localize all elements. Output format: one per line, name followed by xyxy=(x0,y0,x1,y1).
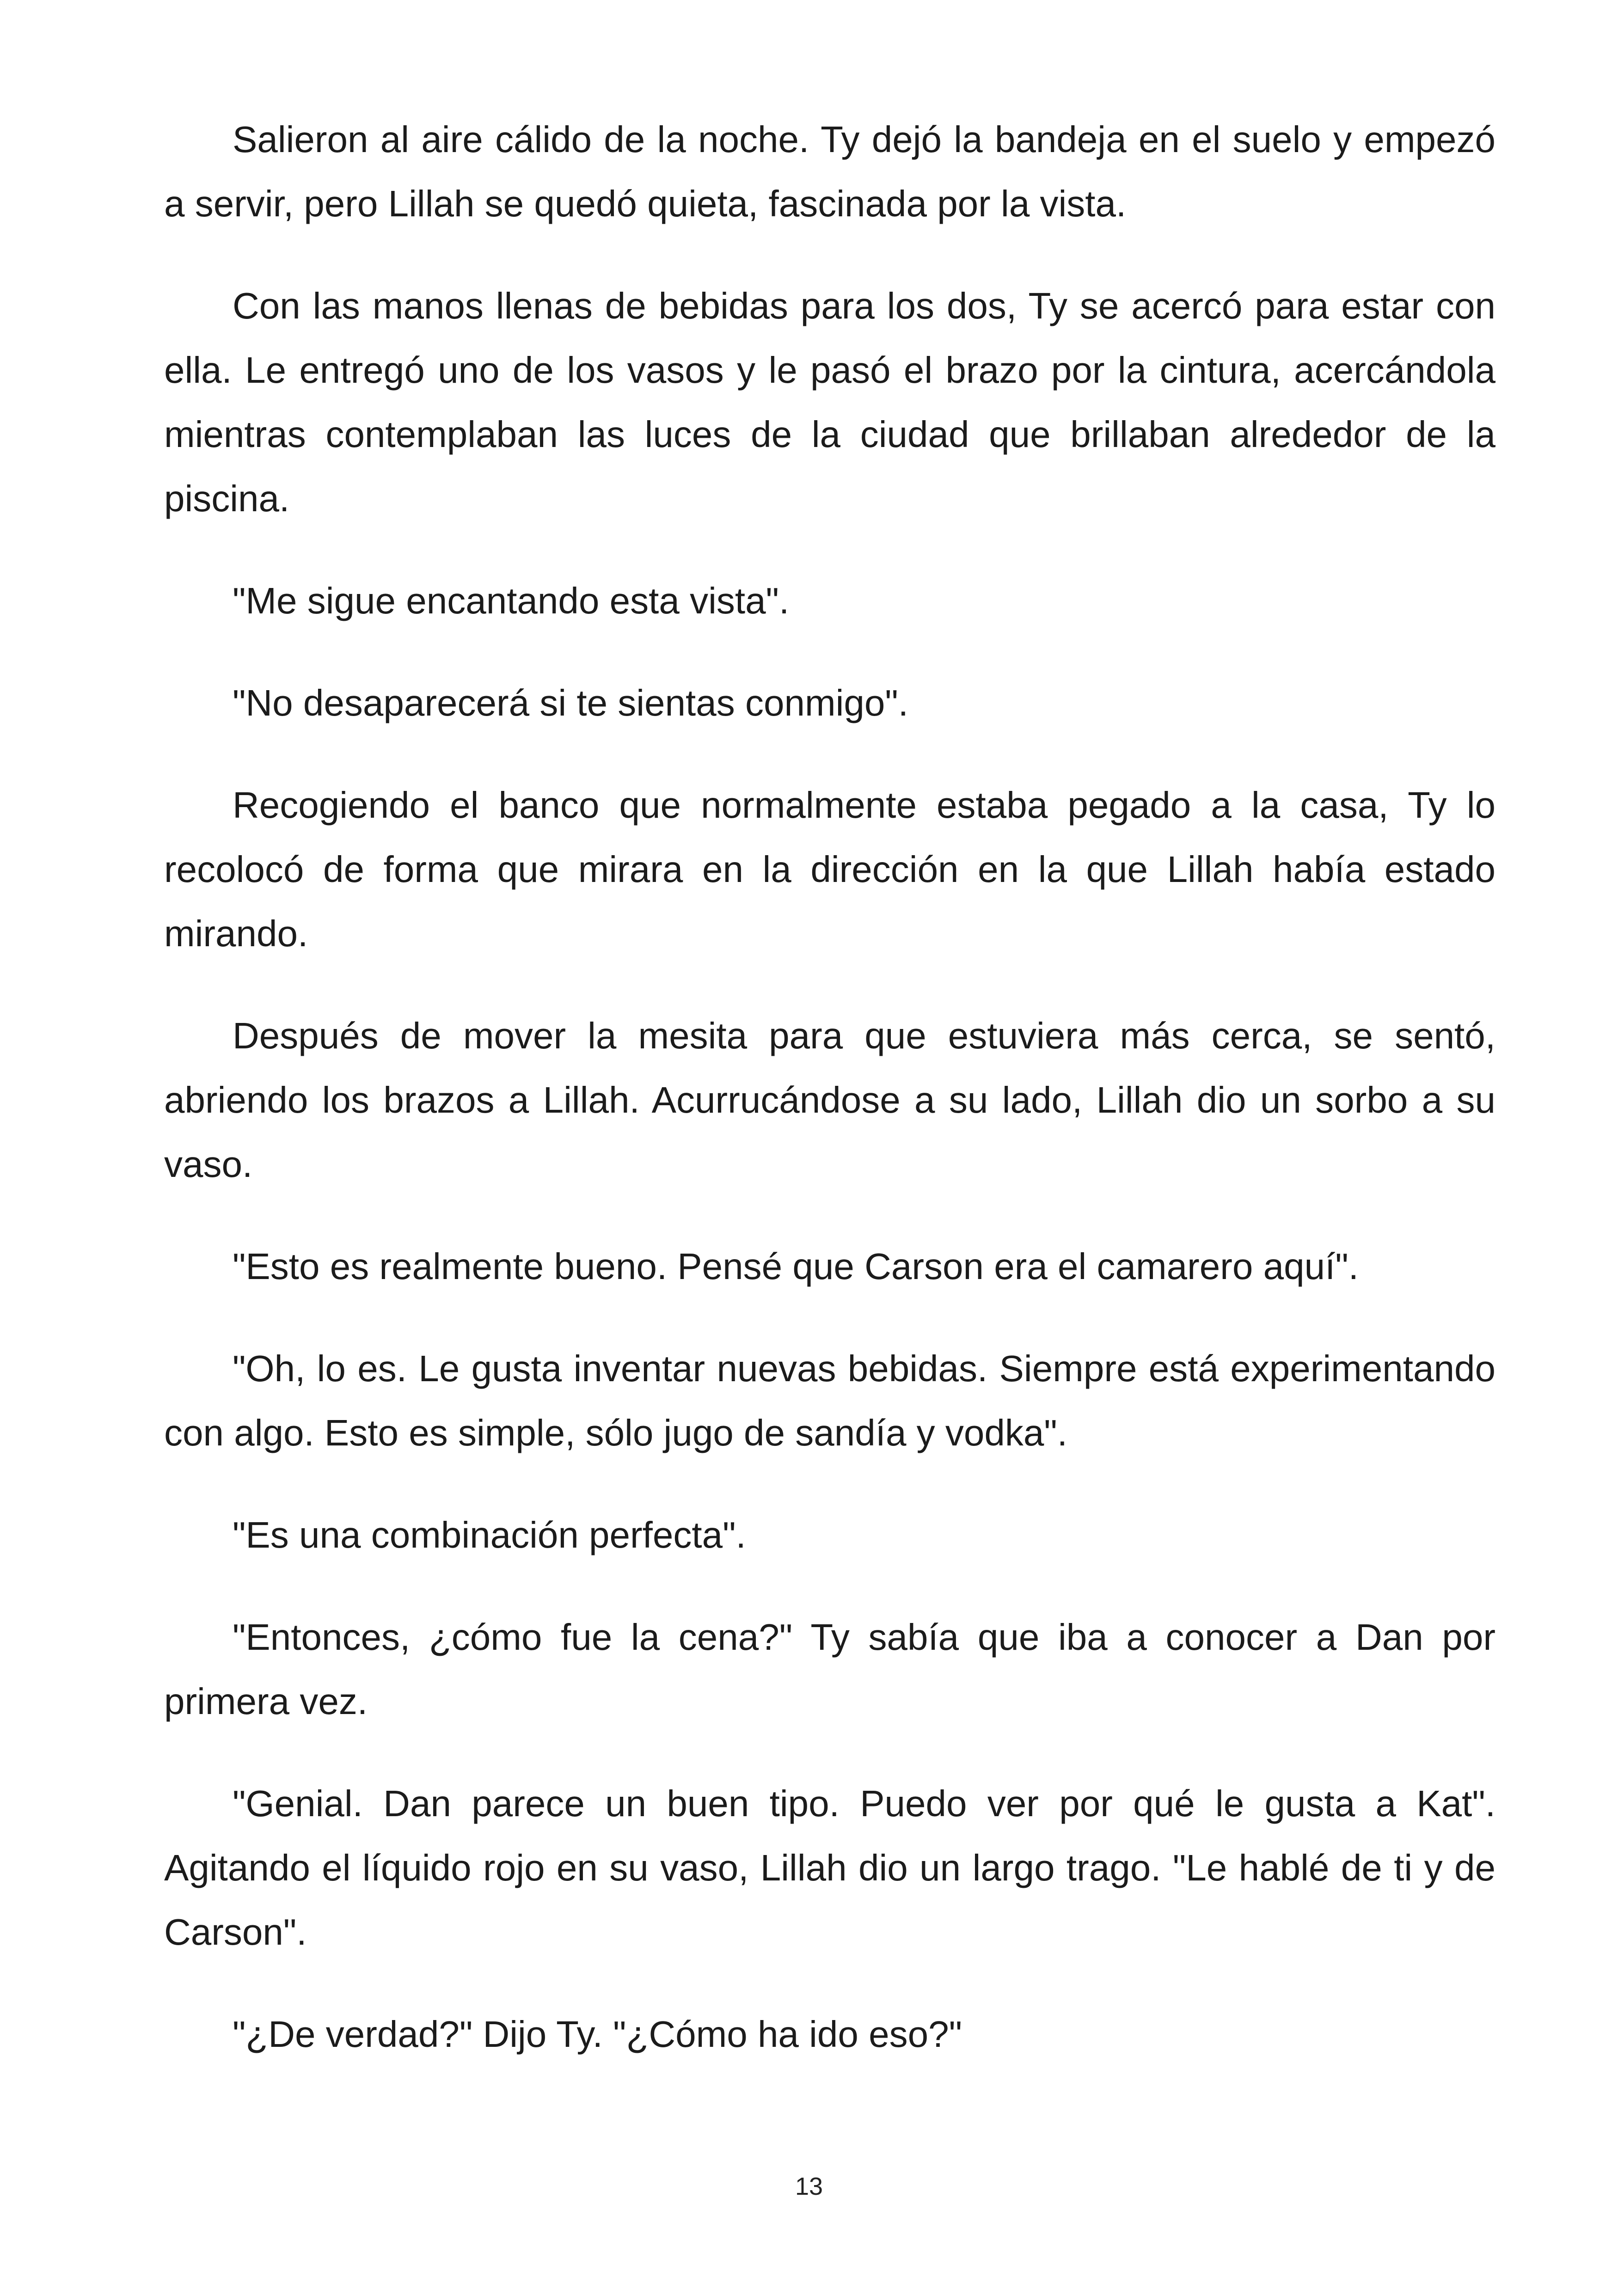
paragraph: "Me sigue encantando esta vista". xyxy=(233,580,790,621)
paragraph: Salieron al aire cálido de la noche. Ty dejó la bandeja en el suelo y empezó a servir, pero Lillah se quedó quieta, fascinada por la vista. xyxy=(164,119,1495,224)
paragraph: "Genial. Dan parece un buen tipo. Puedo ver por qué le gusta a Kat". Agitando el líquido rojo en su vaso, Lillah dio un largo trago. "Le hablé de ti y de Carson". xyxy=(164,1783,1495,1953)
paragraph: "Es una combinación perfecta". xyxy=(233,1514,746,1555)
paragraph: "¿De verdad?" Dijo Ty. "¿Cómo ha ido eso?" xyxy=(233,2014,962,2055)
page-number: 13 xyxy=(795,2173,823,2200)
paragraph: "Oh, lo es. Le gusta inventar nuevas bebidas. Siempre está experimentando con algo. Esto es simple, sólo jugo de sandía y vodka". xyxy=(164,1348,1495,1453)
paragraph: Después de mover la mesita para que estuviera más cerca, se sentó, abriendo los brazos a Lillah. Acurrucándose a su lado, Lillah dio un sorbo a su vaso. xyxy=(164,1015,1495,1185)
paragraph: Recogiendo el banco que normalmente estaba pegado a la casa, Ty lo recolocó de forma que mirara en la dirección en la que Lillah había estado mirando. xyxy=(164,784,1495,954)
body-text xyxy=(164,107,1495,2104)
paragraph: "Esto es realmente bueno. Pensé que Carson era el camarero aquí". xyxy=(233,1246,1359,1287)
paragraph: "No desaparecerá si te sientas conmigo". xyxy=(233,682,908,723)
paragraph: Con las manos llenas de bebidas para los dos, Ty se acercó para estar con ella. Le entregó uno de los vasos y le pasó el brazo por la cintura, acercándola mientras contemplaban las luces de la ciudad que brillaban alrededor de la piscina. xyxy=(164,285,1495,519)
paragraph: "Entonces, ¿cómo fue la cena?" Ty sabía que iba a conocer a Dan por primera vez. xyxy=(164,1616,1495,1722)
